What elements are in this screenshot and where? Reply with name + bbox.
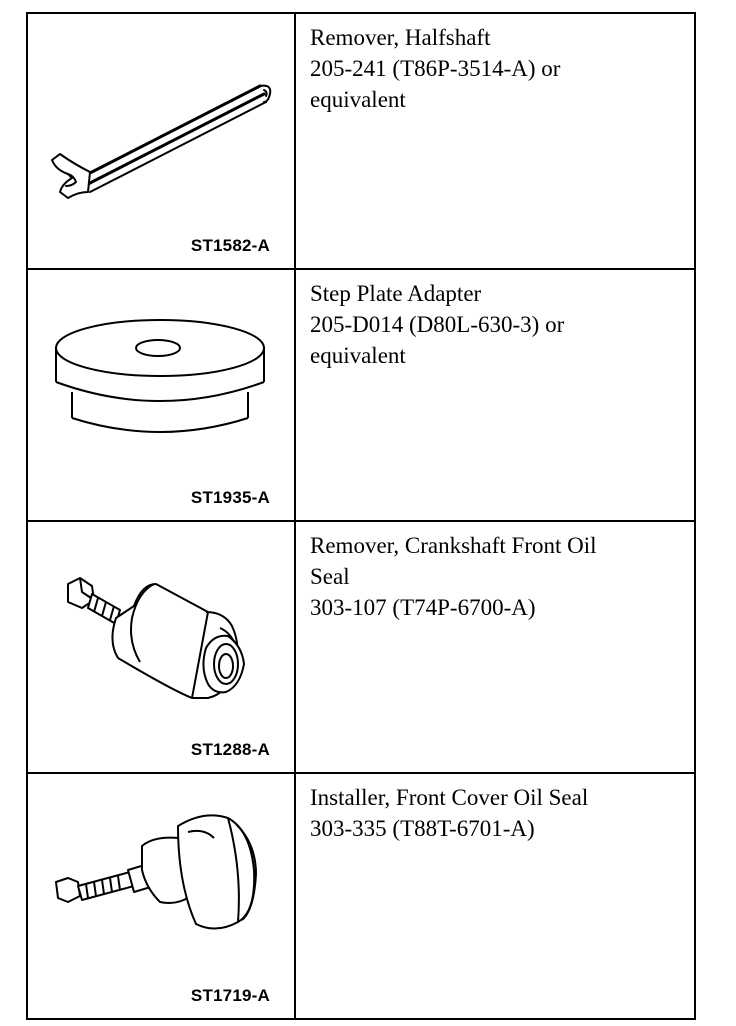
tool-name-continued: Seal	[310, 564, 350, 589]
tool-row-crankshaft-seal-remover	[28, 520, 694, 772]
tool-description	[310, 782, 688, 844]
tool-description	[310, 278, 688, 371]
tool-number: 205-241 (T86P-3514-A) or	[310, 56, 561, 81]
tool-row-step-plate-adapter	[28, 268, 694, 520]
tool-image-cell	[28, 14, 296, 268]
step-plate-adapter-icon	[28, 270, 294, 520]
tool-number: 303-107 (T74P-6700-A)	[310, 595, 536, 620]
image-code-label: ST1935-A	[190, 488, 270, 507]
image-code-label: ST1582-A	[190, 236, 270, 255]
tool-name: Remover, Crankshaft Front Oil	[310, 533, 597, 558]
image-code-label: ST1719-A	[190, 986, 270, 1005]
image-code-label: ST1288-A	[190, 740, 270, 759]
halfshaft-remover-wrench-icon	[28, 14, 294, 266]
tool-row-front-cover-seal-installer	[28, 772, 694, 1018]
tool-description	[310, 22, 688, 115]
tool-equivalent-note: equivalent	[310, 87, 406, 112]
special-tools-table	[26, 12, 696, 1020]
tool-equivalent-note: equivalent	[310, 343, 406, 368]
tool-image-cell	[28, 774, 296, 1018]
tool-description	[310, 530, 688, 623]
tool-name: Installer, Front Cover Oil Seal	[310, 785, 589, 810]
tool-row-halfshaft-remover	[28, 14, 694, 268]
tool-image-cell	[28, 522, 296, 772]
front-cover-seal-installer-icon	[28, 774, 294, 1018]
tool-number: 205-D014 (D80L-630-3) or	[310, 312, 565, 337]
tool-image-cell	[28, 270, 296, 520]
tool-number: 303-335 (T88T-6701-A)	[310, 816, 535, 841]
tool-name: Step Plate Adapter	[310, 281, 482, 306]
crankshaft-seal-remover-icon	[28, 522, 294, 772]
tool-name: Remover, Halfshaft	[310, 25, 491, 50]
